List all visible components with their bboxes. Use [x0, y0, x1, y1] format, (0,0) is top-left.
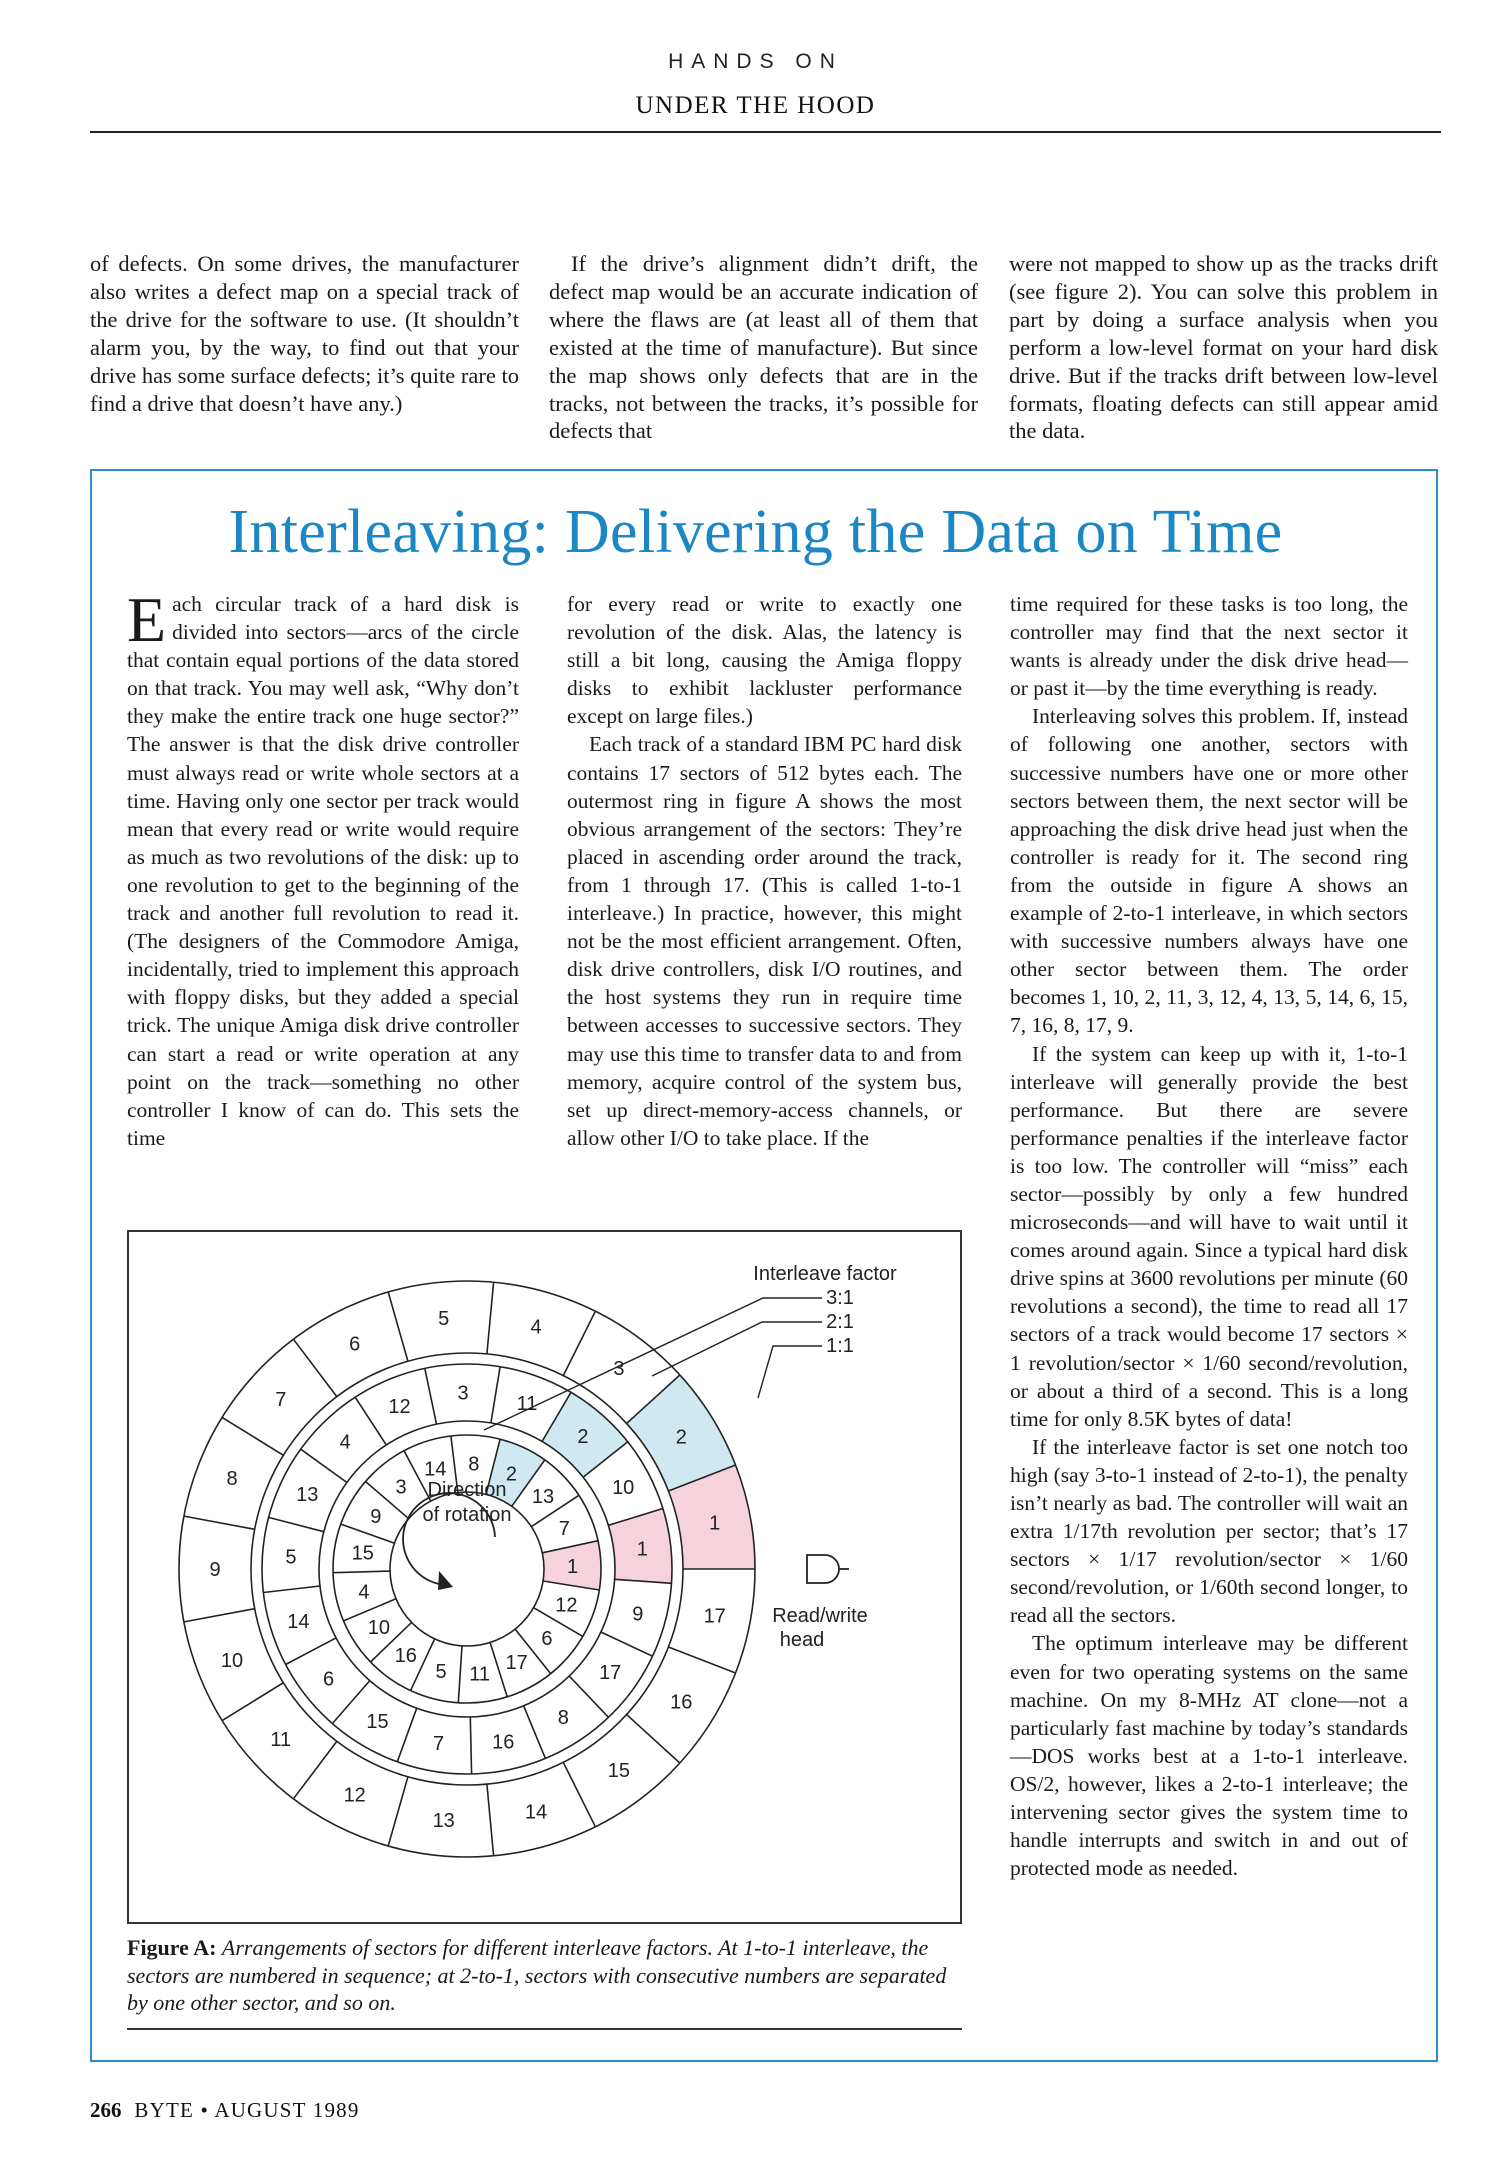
middle-sector-divider: [397, 1708, 416, 1762]
legend-item-2to1: 2:1: [826, 1311, 854, 1333]
outer-sector-divider: [487, 1784, 494, 1856]
outer-sector-divider: [184, 1516, 255, 1529]
sidebar-col3-para-1: time required for these tasks is too long, the controller may find that the next sector it wants is already under the disk drive head—or past it—by the time everything is ready.: [1010, 592, 1408, 701]
inner-sector-label: 11: [469, 1663, 490, 1686]
middle-sector-divider: [524, 1706, 546, 1759]
article-column-1: [90, 250, 519, 417]
sidebar-col2-para-1: for every read or write to exactly one revolution of the disk. Alas, the latency is still a bit long, causing the Amiga floppy disks to exhibit lackluster performance except on large files.): [567, 592, 962, 729]
outer-sector-label: 2: [675, 1426, 687, 1449]
read-write-head-icon: [807, 1555, 849, 1583]
sidebar-col3-para-4: If the interleave factor is set one notch too high (say 3-to-1 instead of 2-to-1), the penalty isn’t nearly as bad. The controller will wait an extra 1/17th revolution per sector; that’s 17 sectors × 1/17 revolution/sector × 1/60 second/revolution, or 1/60th second longer, to read all the sectors.: [1010, 1434, 1408, 1628]
article-column-3: [1009, 250, 1438, 445]
middle-sector-label: 4: [339, 1431, 351, 1454]
sidebar-column-1: [127, 584, 519, 1152]
interleave-diagram: [127, 1230, 962, 1924]
inner-sector-label: 5: [435, 1661, 447, 1684]
middle-sector-divider: [355, 1397, 386, 1445]
drop-cap: E: [127, 584, 167, 655]
middle-sector-label: 5: [285, 1546, 297, 1569]
middle-sector-label: 7: [432, 1733, 445, 1756]
outer-sector-label: 8: [226, 1468, 238, 1490]
middle-sector-label: 6: [323, 1668, 335, 1691]
section-header: HANDS ON: [668, 50, 843, 73]
middle-sector-divider: [263, 1586, 320, 1593]
outer-sector-label: 13: [432, 1809, 455, 1832]
middle-sector-label: 12: [388, 1395, 411, 1418]
sidebar-col2-para-2: Each track of a standard IBM PC hard disk contains 17 sectors of 512 bytes each. The outermost ring in figure A shows the most obvious arrangement of the sectors: They’re placed in ascending order around the track, from 1 through 17. (This is called 1-to-1 interleave.) In practice, however, this might not be the most efficient arrangement. Often, disk drive controllers, disk I/O routines, and the host systems they run in require time between accesses to successive sectors. They may use this time to transfer data to and from memory, acquire control of the system bus, set up direct-memory-access channels, or allow other I/O to take place. If the: [567, 732, 962, 1150]
caption-text: Arrangements of sectors for different interleave factors. At 1-to-1 interleave, the sectors are numbered in sequence; at 2-to-1, sectors with consecutive numbers are separated by one other sector, and so on.: [127, 1935, 947, 2015]
middle-sector-label: 9: [632, 1603, 644, 1626]
outer-sector-label: 17: [703, 1605, 726, 1628]
outer-sector-divider: [222, 1683, 283, 1721]
middle-sector-divider: [286, 1638, 336, 1665]
outer-sector-label: 7: [275, 1389, 287, 1412]
sidebar-col1-text: ach circular track of a hard disk is divided into sectors—arcs of the circle that contain equal portions of the data stored on that track. You may well ask, “Why don’t they make the entire track one huge sector?” The answer is that the disk drive controller must always read or write whole sectors at a time. Having only one sector per track would mean that every read or write would require as much as two revolutions of the disk: up to one revolution to get to the beginning of the track and another full revolution to read it. (The designers of the Commodore Amiga, incidentally, tried to implement this approach with floppy disks, but they added a special trick. The unique Amiga disk drive controller can start a read or write operation at any point on the track—something no other controller I know of can do. This sets the time: [127, 592, 519, 1150]
outer-sector-label: 5: [438, 1308, 450, 1331]
inner-sector-label: 2: [505, 1463, 517, 1486]
middle-sector-divider: [301, 1449, 347, 1482]
outer-sector-label: 4: [530, 1316, 542, 1339]
outer-sector-divider: [563, 1311, 595, 1375]
outer-sector-divider: [563, 1762, 595, 1826]
outer-sector-divider: [627, 1715, 680, 1764]
outer-sector-label: 14: [524, 1801, 548, 1824]
inner-sector-label: 10: [367, 1617, 391, 1639]
outer-sector-label: 10: [220, 1650, 244, 1672]
outer-sector-label: 1: [709, 1512, 721, 1535]
inner-sector-label: 14: [424, 1458, 447, 1481]
header-divider: [90, 131, 1441, 133]
outer-sector-label: 9: [209, 1559, 221, 1581]
middle-sector-label: 13: [296, 1483, 319, 1506]
sidebar-col3-para-3: If the system can keep up with it, 1-to-1 interleave will generally provide the best performance. But there are severe performance penalties if the interleave factor is too low. The controller will “miss” each sector—possibly by only a few hundred microseconds—and will have to wait until it comes around again. Since a typical hard disk drive spins at 3600 revolutions per minute (60 revolutions a second), the time to read all 17 sectors of a track would become 17 sectors × 1 revolution/sector × 1/60 second/revolution, or about a third of a second. This is a long time for only 8.5K bytes of data!: [1010, 1041, 1408, 1431]
legend-item-1to1: 1:1: [826, 1335, 854, 1357]
middle-sector-label: 14: [287, 1611, 310, 1634]
sidebar-title: Interleaving: Delivering the Data on Time: [228, 498, 1283, 566]
middle-sector-divider: [425, 1368, 437, 1424]
inner-sector-label: 4: [358, 1581, 370, 1604]
inner-sector-label: 6: [541, 1627, 553, 1650]
sidebar-column-3: [1010, 590, 1408, 1882]
inner-sector-label: 12: [555, 1594, 578, 1617]
middle-sector-divider: [269, 1517, 324, 1531]
head-label-1: Read/write: [772, 1605, 868, 1627]
outer-sector-label: 6: [349, 1333, 361, 1356]
inner-sector-label: 13: [531, 1485, 555, 1508]
middle-sector-label: 17: [599, 1662, 622, 1685]
inner-sector-label: 3: [395, 1476, 407, 1499]
outer-sector-divider: [487, 1282, 494, 1354]
outer-sector-label: 12: [343, 1784, 366, 1807]
inner-sector-divider: [341, 1524, 395, 1543]
article-col1-text: of defects. On some drives, the manufacturer also writes a defect map on a special track of the drive for the software to use. (It shouldn’t alarm you, by the way, to find out that your drive has some surface defects; it’s quite rare to find a drive that doesn’t have any.): [90, 251, 519, 416]
article-column-2: [549, 250, 978, 445]
middle-sector-label: 3: [457, 1382, 469, 1405]
outer-sector-label: 16: [670, 1691, 693, 1714]
page-number: 266: [90, 2098, 122, 2122]
inner-sector-label: 1: [566, 1556, 579, 1579]
inner-sector-label: 15: [351, 1542, 374, 1565]
center-label-direction: Direction: [427, 1479, 507, 1501]
caption-divider: [127, 2028, 962, 2030]
center-label-rotation: of rotation: [422, 1504, 512, 1526]
inner-sector-label: 16: [394, 1644, 417, 1667]
inner-sector-label: 7: [558, 1518, 570, 1541]
sidebar-col3-para-5: The optimum interleave may be different even for two operating systems on the same machine. On my 8-MHz AT clone—not a particularly fast machine by today’s standards—DOS works best at a 1-to-1 interleave. OS/2, however, likes a 2-to-1 interleave; the intervening sector gives the system time to handle interrupts and switch in and out of protected mode as needed.: [1010, 1631, 1408, 1881]
legend-title: Interleave factor: [753, 1263, 897, 1285]
inner-sector-label: 8: [468, 1453, 480, 1476]
inner-sector-label: 17: [505, 1652, 528, 1675]
legend-item-3to1: 3:1: [826, 1287, 854, 1309]
middle-sector-divider: [601, 1632, 653, 1656]
sidebar-col3-para-2: Interleaving solves this problem. If, instead of following one another, sectors with successive numbers have one or more other sectors between them, the next sector will be approaching the disk drive head just when the controller is ready for it. The second ring from the outside in figure A shows an example of 2-to-1 interleave, in which sectors with successive numbers always have one other sector between them. The order becomes 1, 10, 2, 11, 3, 12, 4, 13, 5, 14, 6, 15, 7, 16, 8, 17, 9.: [1010, 704, 1408, 1038]
middle-sector-divider: [470, 1717, 471, 1774]
middle-sector-label: 11: [516, 1393, 538, 1415]
inner-sector-divider: [458, 1646, 462, 1703]
middle-sector-label: 16: [492, 1731, 515, 1754]
outer-sector-divider: [222, 1417, 283, 1455]
caption-label: Figure A:: [127, 1935, 217, 1960]
outer-sector-label: 15: [607, 1760, 631, 1783]
outer-sector-divider: [388, 1292, 408, 1361]
sidebar-column-2: [567, 590, 962, 1152]
middle-sector-divider: [332, 1681, 370, 1724]
outer-sector-divider: [184, 1609, 255, 1622]
outer-sector-divider: [293, 1741, 336, 1798]
middle-sector-label: 15: [366, 1711, 389, 1734]
inner-sector-label: 9: [370, 1506, 382, 1528]
article-col2-text: If the drive’s alignment didn’t drift, the defect map would be an accurate indication of where the flaws are (at least all of them that existed at the time of manufacture). But since the map shows only defects that are in the tracks, not between the tracks, it’s possible for defects that: [549, 251, 978, 444]
middle-sector-divider: [491, 1367, 500, 1423]
inner-sector-divider: [333, 1571, 390, 1573]
article-col3-text: were not mapped to show up as the tracks drift (see figure 2). You can solve this problem in part by doing a surface analysis when you perform a low-level format on your hard disk drive. But if the tracks drift between low-level formats, floating defects can still appear amid the data.: [1009, 251, 1438, 444]
middle-sector-label: 8: [557, 1706, 569, 1729]
outer-sector-label: 3: [613, 1357, 625, 1380]
outer-sector-label: 11: [270, 1728, 292, 1751]
publication-line: BYTE • AUGUST 1989: [134, 2098, 360, 2122]
head-label-2: head: [779, 1629, 825, 1651]
middle-sector-label: 10: [612, 1476, 635, 1499]
rotation-arrowhead-icon: [438, 1571, 453, 1590]
subsection-header: UNDER THE HOOD: [635, 92, 876, 119]
page-footer: [90, 2098, 360, 2123]
middle-sector-label: 1: [636, 1538, 648, 1561]
figure-caption: [127, 1934, 962, 2017]
outer-sector-divider: [388, 1777, 408, 1846]
outer-sector-divider: [668, 1647, 735, 1673]
middle-sector-label: 2: [577, 1425, 589, 1448]
outer-sector-divider: [293, 1339, 336, 1396]
